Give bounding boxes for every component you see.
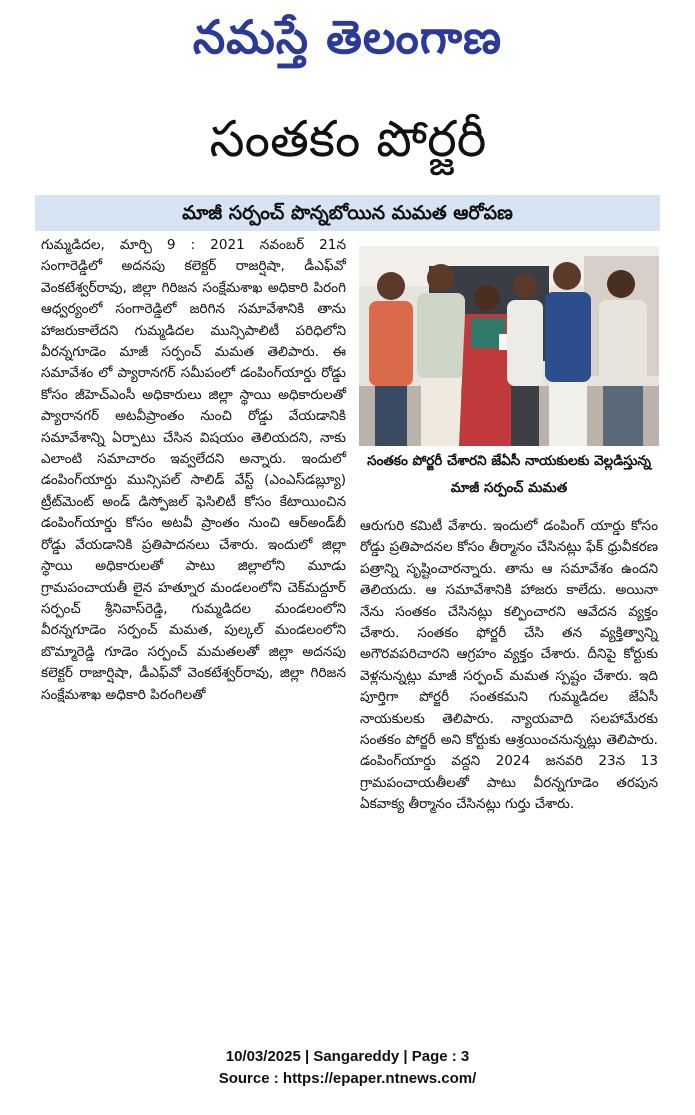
article-body-left: గుమ్మడిదల, మార్చి 9 : 2021 నవంబర్ 21న సంగారెడ్డిలో అదనపు కలెక్టర్ రాజర్షిషా, డీఎఫ్‌వో వెంకటేశ్వర్‌రావు, జిల్లా గిరిజన సంక్షేమశాఖ అధికారి పిరంగి ఆధ్వర్యంలో సంగారెడ్డిలో జరిగిన సమావేశానికి తాను హాజరుకాలేదని గుమ్మడిదల మున్సిపాలిటీ పరిధిలోని వీరన్నగూడెం మాజీ సర్పంచ్ మమత తెలిపారు. ఈ సమావేశం లో ప్యారానగర్ సమీపంలో డంపింగ్‌యార్డు రోడ్డు కోసం జీహెచ్‌ఎంసీ అధికారులు జిల్లా స్థాయి అధికారులతో ప్యారానగర్ అటవీప్రాంతం నుంచి రోడ్డు వేయడానికి సమావేశాన్ని ఏర్పాటు చేసిన విషయం తెలియదని, నాకు ఎలాంటి సమాచారం ఇవ్వలేదని అన్నారు. ఇందులో డంపింగ్‌యార్డు మున్సిపల్ సాలిడ్ వేస్ట్ (ఎంఎస్‌డబ్ల్యూ) ట్రీట్‌మెంట్ అండ్ డిస్పోజల్ ఫెసిలిటీ కోసం కేటాయించిన డంపింగ్‌యార్డు కోసం అటవీ ప్రాంతం నుంచి ఆర్‌అండ్‌బీ రోడ్డు వేయడానికి ప్రతిపాదనలు చేశారు. ఇందులో జిల్లా స్థాయి అధికారులతో పాటు జిల్లాలోని మూడు గ్రామపంచాయతీ లైన హత్నూర మండలంలోని చెక్‌మద్దూర్ సర్పంచ్ శ్రీనివాస్‌రెడ్డి, గుమ్మడిదల మండలంలోని వీరన్నగూడెం సర్పంచ్ మమత, పుల్కల్ మండలంలోని బొమ్మారెడ్డి గూడెం సర్పంచ్ మమతలతో జిల్లా అదనపు కలెక్టర్ రాజార్షిషా, డీఎఫ్‌వో వెంకటేశ్వర్‌రావు, జిల్లా గిరిజన సంక్షేమశాఖ అధికారి పిరంగిలతో [41, 237, 346, 703]
article-body-right: ఆరుగురి కమిటీ వేశారు. ఇందులో డంపింగ్ యార్డు కోసం రోడ్డు ప్రతిపాదనల కోసం తీర్మానం చేసినట్లు ఫేక్ ధ్రువీకరణ పత్రాన్ని సృష్టించారన్నారు. తాను ఆ సమావేశం ఉందని తెలియదు. ఆ సమావేశానికి హాజరు కాలేదు. అయినా నేను సంతకం చేసినట్లు కల్పించారని ఆవేదన వ్యక్తం చేశారు. సంతకం ఫోర్జరీ చేసి తన వ్యక్తిత్వాన్ని అగౌరవపరిచారని ఆగ్రహం వ్యక్తం చేశారు. దీనిపై కోర్టుకు వెళ్లనున్నట్లు మాజీ సర్పంచ్ మమత స్పష్టం చేశారు. ఇది పూర్తిగా పోర్జరీ సంతకమని గుమ్మడిదల జేఏసీ నాయకులకు తెలిపారు. న్యాయవాది సలహామేరకు సంతకం పోర్జరీ అని కోర్టుకు ఆశ్రయించనున్నట్లు తెలిపారు. డంపింగ్‌యార్డు వద్దని 2024 జనవరి 23న 13 గ్రామపంచాయతీలతో పాటు వీరన్నగూడెం తరపున ఏకవాక్య తీర్మానం చేసినట్లు గుర్తు చేశారు. [360, 518, 658, 813]
article-column-left [41, 235, 346, 706]
newspaper-masthead: నమస్తే తెలంగాణ [192, 10, 503, 64]
photo-caption: సంతకం పోర్జరీ చేశారని జేఏసీ నాయకులకు వెల్లడిస్తున్న మాజీ సర్పంచ్ మమత [367, 453, 651, 496]
article-headline: సంతకం పోర్జరీ [209, 110, 487, 168]
article-column-right [360, 516, 658, 816]
group-photo-image [359, 246, 659, 446]
footer-source: Source : https://epaper.ntnews.com/ [218, 1070, 477, 1087]
page-footer [0, 1046, 695, 1090]
article-photo [359, 246, 659, 446]
news-clipping [32, 96, 664, 1019]
footer-date-edition: 10/03/2025 | Sangareddy | Page : 3 [225, 1048, 470, 1065]
article-subheadline: మాజీ సర్పంచ్ పొన్నబోయిన మమత ఆరోపణ [35, 195, 660, 231]
